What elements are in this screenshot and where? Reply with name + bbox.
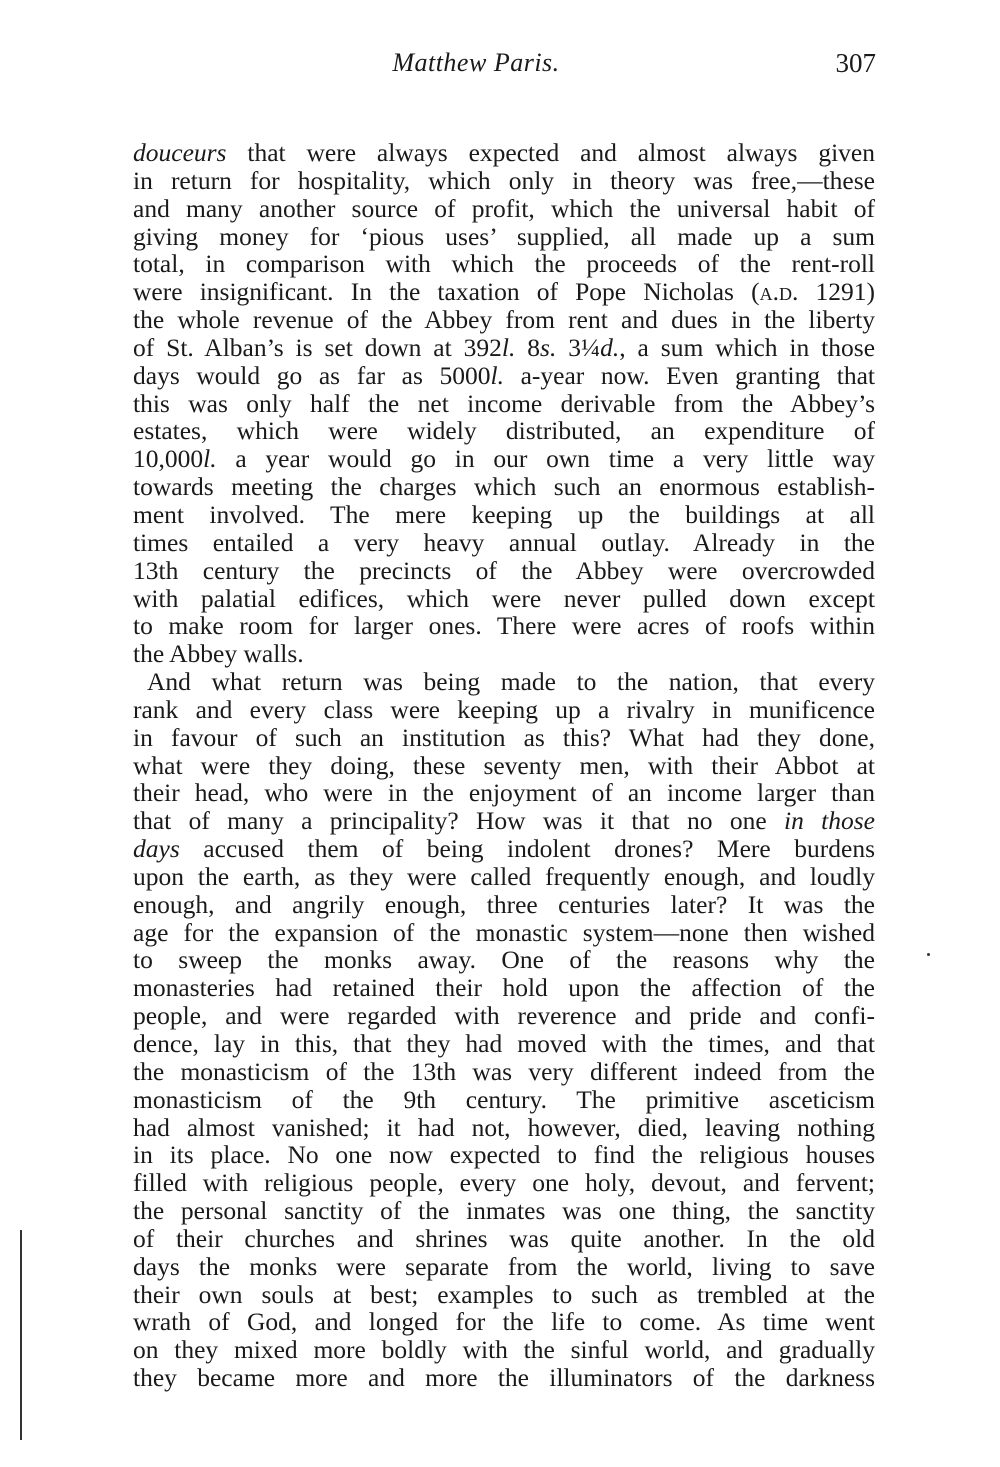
text-segment: days would go as far as 5000	[133, 360, 491, 390]
text-line	[133, 668, 875, 696]
text-segment: And what return was being made to the nation, that every	[147, 667, 875, 697]
text-segment: total, in comparison with which the proceeds of the rent-roll	[133, 249, 875, 279]
text-line	[133, 1364, 875, 1392]
text-segment: days the monks were separate from the world, living to save	[133, 1251, 875, 1281]
text-line	[133, 473, 875, 501]
text-segment: a year would go in our own time a very little way	[216, 444, 875, 474]
text-segment: in its place. No one now expected to find the religious houses	[133, 1140, 875, 1170]
text-line	[133, 250, 875, 278]
text-line	[133, 501, 875, 529]
text-segment: in those	[783, 806, 875, 836]
text-segment: wrath of God, and longed for the life to come. As time went	[133, 1307, 875, 1337]
text-segment: of St. Alban’s is set down at 392	[133, 332, 502, 362]
text-segment: upon the earth, as they were called frequently enough, and loudly	[133, 861, 875, 891]
text-segment: this was only half the net income derivable from the Abbey’s	[133, 388, 875, 418]
text-line	[133, 919, 875, 947]
text-segment: were insignificant. In the taxation of Pope Nicholas (	[133, 277, 760, 307]
text-segment: 10,000	[133, 444, 204, 474]
text-segment: and many another source of profit, which the universal habit of	[133, 193, 875, 223]
text-segment: filled with religious people, every one holy, devout, and fervent;	[133, 1168, 875, 1198]
text-line	[133, 835, 875, 863]
text-line	[133, 1169, 875, 1197]
text-segment: their head, who were in the enjoyment of an income larger than	[133, 778, 875, 808]
text-segment: giving money for ‘pious uses’ supplied, all made up a sum	[133, 221, 875, 251]
text-line	[133, 334, 875, 362]
stray-mark	[927, 953, 930, 956]
text-segment: on they mixed more boldly with the sinful world, and gradually	[133, 1335, 875, 1365]
text-segment: the monasticism of the 13th was very different indeed from the	[133, 1056, 875, 1086]
text-segment: douceurs	[133, 138, 227, 167]
text-segment: estates, which were widely distributed, an expenditure of	[133, 416, 875, 446]
text-line	[133, 445, 875, 473]
text-segment: of their churches and shrines was quite another. In the old	[133, 1223, 875, 1253]
text-line	[133, 1336, 875, 1364]
text-line	[133, 1225, 875, 1253]
text-line	[133, 1253, 875, 1281]
text-segment: to sweep the monks away. One of the reasons why the	[133, 945, 875, 975]
text-line	[133, 1086, 875, 1114]
text-segment: in favour of such an institution as this? What had they done,	[133, 722, 875, 752]
text-segment: to make room for larger ones. There were acres of roofs within	[133, 611, 875, 641]
text-segment: people, and were regarded with reverence and pride and confi-	[133, 1001, 875, 1031]
text-line	[133, 724, 875, 752]
text-segment: l.	[501, 332, 516, 362]
text-line	[133, 696, 875, 724]
text-line	[133, 863, 875, 891]
text-segment: monasteries had retained their hold upon the affection of the	[133, 973, 875, 1003]
text-line	[133, 417, 875, 445]
text-line	[133, 306, 875, 334]
text-line	[133, 752, 875, 780]
body-text	[133, 139, 875, 1392]
text-segment: age for the expansion of the monastic system—none then wished	[133, 917, 875, 947]
text-line	[133, 278, 875, 306]
text-segment: that of many a principality? How was it that no one	[133, 806, 784, 836]
text-segment: with palatial edifices, which were never pulled down except	[133, 583, 875, 613]
text-line	[133, 390, 875, 418]
text-line	[133, 1197, 875, 1225]
text-line	[133, 1114, 875, 1142]
text-line	[133, 640, 875, 668]
text-line	[133, 1030, 875, 1058]
text-line	[133, 557, 875, 585]
text-line	[133, 807, 875, 835]
text-line	[133, 1308, 875, 1336]
text-line	[133, 1141, 875, 1169]
text-line	[133, 362, 875, 390]
text-segment: 3¼	[556, 332, 601, 362]
text-line	[133, 1058, 875, 1086]
text-segment: enough, and angrily enough, three centuries later? It was the	[133, 889, 875, 919]
text-segment: 13th century the precincts of the Abbey were overcrowded	[133, 555, 875, 585]
text-line	[133, 585, 875, 613]
text-line	[133, 195, 875, 223]
text-segment: a-year now. Even granting that	[503, 360, 875, 390]
text-segment: days	[133, 834, 180, 864]
text-segment: their own souls at best; examples to such as trembled at the	[133, 1279, 875, 1309]
text-line	[133, 139, 875, 167]
text-segment: ment involved. The mere keeping up the buildings at all	[133, 499, 875, 529]
text-segment: what were they doing, these seventy men, with their Abbot at	[133, 750, 875, 780]
text-segment: a.d.	[759, 277, 799, 307]
text-line	[133, 974, 875, 1002]
text-segment: l.	[490, 360, 504, 390]
text-segment: the Abbey walls.	[133, 639, 304, 669]
text-segment: 8	[515, 332, 541, 362]
text-line	[133, 529, 875, 557]
text-line	[133, 612, 875, 640]
text-line	[133, 223, 875, 251]
text-segment: times entailed a very heavy annual outlay. Already in the	[133, 527, 875, 557]
text-segment: accused them of being indolent drones? Mere burdens	[179, 834, 875, 864]
text-segment: rank and every class were keeping up a rivalry in munificence	[133, 694, 875, 724]
text-segment: that were always expected and almost always given	[226, 138, 875, 167]
text-segment: the whole revenue of the Abbey from rent and dues in the liberty	[133, 305, 875, 335]
text-line	[133, 1002, 875, 1030]
text-segment: towards meeting the charges which such an enormous establish-	[133, 472, 875, 502]
text-segment: d.	[600, 332, 620, 362]
text-segment: monasticism of the 9th century. The primitive asceticism	[133, 1084, 875, 1114]
text-segment: s.	[540, 332, 557, 362]
text-line	[133, 891, 875, 919]
text-line	[133, 167, 875, 195]
text-line	[133, 1281, 875, 1309]
text-segment: the personal sanctity of the inmates was one thing, the sanctity	[133, 1196, 875, 1226]
page-number: 307	[835, 48, 876, 78]
text-segment: , a sum which in those	[619, 332, 876, 362]
text-segment: 1291)	[798, 277, 875, 307]
text-line	[133, 779, 875, 807]
text-line	[133, 946, 875, 974]
text-segment: in return for hospitality, which only in theory was free,—these	[133, 165, 875, 195]
margin-rule	[20, 1230, 22, 1440]
text-segment: l.	[203, 444, 217, 474]
text-segment: dence, lay in this, that they had moved with the times, and that	[133, 1029, 875, 1058]
text-segment: they became more and more the illuminators of the darkness	[133, 1363, 875, 1393]
running-head-title: Matthew Paris.	[392, 48, 560, 77]
text-segment: had almost vanished; it had not, however, died, leaving nothing	[133, 1112, 875, 1142]
